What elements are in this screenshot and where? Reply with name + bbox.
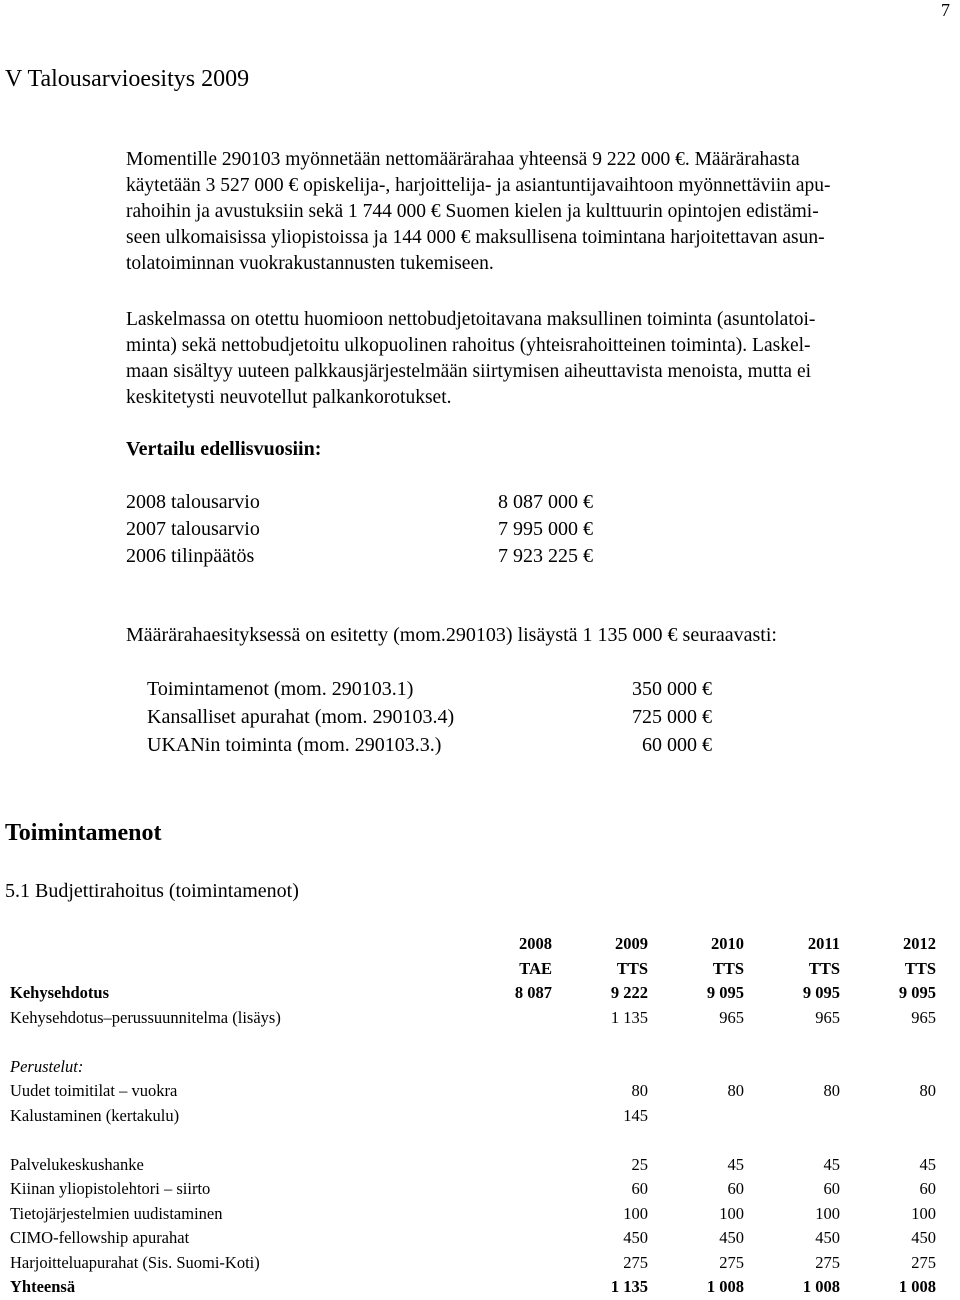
table-row-label: Perustelut:	[10, 1056, 84, 1076]
table-cell	[460, 1006, 552, 1031]
table-cell: 275	[623, 1252, 648, 1272]
paragraph-2-line: minta) sekä nettobudjetoitu ulkopuolinen rahoitus (yhteisrahoitteinen toiminta). Laskel-	[126, 335, 811, 356]
paragraph-1	[126, 147, 954, 277]
table-cell: 80	[823, 1081, 840, 1101]
table-header-cell: TTS	[904, 958, 936, 978]
budget-table	[10, 932, 936, 1300]
table-cell: 450	[911, 1228, 936, 1248]
table-row-label: Harjoitteluapurahat (Sis. Suomi-Koti)	[10, 1252, 260, 1272]
table-cell: 1 008	[898, 1277, 936, 1297]
table-cell: 965	[911, 1007, 936, 1027]
table-row	[10, 1275, 936, 1300]
table-cell: 80	[727, 1081, 744, 1101]
table-header-row	[10, 932, 936, 957]
table-cell	[460, 1251, 552, 1276]
table-header-cell: 2010	[711, 934, 744, 954]
paragraph-1-line: seen ulkomaisissa yliopistoissa ja 144 000 € maksullisena toimintana harjoitettavan asun-	[126, 227, 825, 248]
table-cell: 450	[623, 1228, 648, 1248]
table-row	[10, 981, 936, 1006]
table-cell: 1 008	[706, 1277, 744, 1297]
table-cell: 9 095	[898, 983, 936, 1003]
table-row	[10, 1251, 936, 1276]
table-header-cell: TTS	[808, 958, 840, 978]
table-row-label: Kehysehdotus–perussuunnitelma (lisäys)	[10, 1007, 281, 1027]
table-cell	[552, 1055, 648, 1080]
table-cell: 450	[815, 1228, 840, 1248]
table-cell: 8 087	[514, 983, 552, 1003]
table-cell: 100	[623, 1203, 648, 1223]
page-title: V Talousarvioesitys 2009	[5, 66, 250, 92]
table-row	[10, 1055, 936, 1080]
table-cell: 60	[631, 1179, 648, 1199]
paragraph-1-line: tolatoiminnan vuokrakustannusten tukemiseen.	[126, 253, 494, 274]
table-cell: 965	[719, 1007, 744, 1027]
allocation-label: Kansalliset apurahat (mom. 290103.4)	[147, 706, 455, 728]
allocation-label: Toimintamenot (mom. 290103.1)	[147, 678, 414, 700]
table-spacer-cell	[10, 1128, 936, 1153]
paragraph-2	[126, 307, 954, 411]
paragraph-1-line: käytetään 3 527 000 € opiskelija-, harjoittelija- ja asiantuntijavaihtoon myönnettäviin apu-	[126, 175, 831, 196]
table-cell	[460, 1104, 552, 1129]
table-row-label: Kiinan yliopistolehtori – siirto	[10, 1179, 211, 1199]
table-header-row	[10, 957, 936, 982]
table-cell	[648, 1055, 744, 1080]
table-row-label: Yhteensä	[10, 1277, 76, 1297]
table-row	[10, 1202, 936, 1227]
table-row	[10, 1153, 936, 1178]
table-header-cell: TTS	[712, 958, 744, 978]
table-row-label: CIMO-fellowship apurahat	[10, 1228, 190, 1248]
table-header-cell: 2011	[807, 934, 840, 954]
table-cell	[460, 1177, 552, 1202]
table-cell: 45	[919, 1154, 936, 1174]
table-row	[10, 1079, 936, 1104]
comparison-label: 2007 talousarvio	[126, 518, 260, 540]
table-cell	[840, 1104, 936, 1129]
table-cell: 1 135	[610, 1277, 648, 1297]
allocation-value: 350 000 €	[632, 678, 712, 700]
table-cell	[648, 1104, 744, 1129]
table-header-cell: TTS	[616, 958, 648, 978]
table-header-blank	[10, 932, 460, 957]
table-spacer-cell	[10, 1030, 936, 1055]
table-cell: 9 095	[802, 983, 840, 1003]
table-cell: 275	[719, 1252, 744, 1272]
comparison-heading: Vertailu edellisvuosiin:	[126, 438, 322, 460]
table-cell	[460, 1079, 552, 1104]
table-cell: 45	[823, 1154, 840, 1174]
table-cell: 45	[727, 1154, 744, 1174]
table-cell	[460, 1275, 552, 1300]
table-spacer-row	[10, 1128, 936, 1153]
table-cell: 275	[815, 1252, 840, 1272]
table-cell: 9 095	[706, 983, 744, 1003]
table-cell	[840, 1055, 936, 1080]
increase-intro: Määrärahaesityksessä on esitetty (mom.290103) lisäystä 1 135 000 € seuraavasti:	[126, 624, 777, 646]
paragraph-2-line: maan sisältyy uuteen palkkausjärjestelmään siirtymisen aiheuttavista menoista, mutta ei	[126, 361, 812, 382]
comparison-label: 2008 talousarvio	[126, 491, 260, 513]
table-cell: 100	[815, 1203, 840, 1223]
table-row-label: Kalustaminen (kertakulu)	[10, 1105, 180, 1125]
table-cell: 80	[631, 1081, 648, 1101]
table-header-cell: 2009	[615, 934, 648, 954]
table-cell: 450	[719, 1228, 744, 1248]
page-number: 7	[941, 0, 950, 20]
allocation-label: UKANin toiminta (mom. 290103.3.)	[147, 734, 442, 756]
table-cell: 965	[815, 1007, 840, 1027]
table-header-cell: 2008	[519, 934, 552, 954]
table-header-blank	[10, 957, 460, 982]
table-cell: 275	[911, 1252, 936, 1272]
paragraph-2-line: Laskelmassa on otettu huomioon nettobudjetoitavana maksullinen toiminta (asuntolatoi-	[126, 309, 816, 330]
table-row	[10, 1177, 936, 1202]
table-row	[10, 1006, 936, 1031]
comparison-label: 2006 tilinpäätös	[126, 545, 255, 567]
table-cell	[460, 1226, 552, 1251]
table-cell: 80	[919, 1081, 936, 1101]
table-row-label: Palvelukeskushanke	[10, 1154, 144, 1174]
table-header-cell: 2012	[903, 934, 936, 954]
table-row	[10, 1104, 936, 1129]
paragraph-2-line: keskitetysti neuvotellut palkankorotukset.	[126, 387, 452, 408]
table-row-label: Kehysehdotus	[10, 983, 110, 1003]
table-cell: 60	[823, 1179, 840, 1199]
table-spacer-row	[10, 1030, 936, 1055]
allocation-value: 725 000 €	[632, 706, 712, 728]
comparison-value: 7 923 225 €	[498, 545, 593, 567]
table-cell: 100	[911, 1203, 936, 1223]
table-cell: 145	[623, 1105, 648, 1125]
table-cell	[744, 1055, 840, 1080]
table-cell: 100	[719, 1203, 744, 1223]
comparison-value: 8 087 000 €	[498, 491, 593, 513]
table-cell: 60	[919, 1179, 936, 1199]
table-row	[10, 1226, 936, 1251]
table-cell	[460, 1153, 552, 1178]
table-cell: 60	[727, 1179, 744, 1199]
table-cell: 9 222	[610, 983, 648, 1003]
table-row-label: Tietojärjestelmien uudistaminen	[10, 1203, 223, 1223]
paragraph-1-line: Momentille 290103 myönnetään nettomäärärahaa yhteensä 9 222 000 €. Määrärahasta	[126, 149, 800, 170]
table-cell: 1 135	[610, 1007, 648, 1027]
allocation-value: 60 000 €	[642, 734, 712, 756]
table-cell	[460, 1202, 552, 1227]
comparison-value: 7 995 000 €	[498, 518, 593, 540]
table-header-cell: TAE	[519, 958, 552, 978]
table-row-label: Uudet toimitilat – vuokra	[10, 1081, 178, 1101]
table-cell	[460, 1055, 552, 1080]
paragraph-1-line: rahoihin ja avustuksiin sekä 1 744 000 € Suomen kielen ja kulttuurin opintojen edistämi-	[126, 201, 819, 222]
table-cell	[744, 1104, 840, 1129]
table-cell: 25	[631, 1154, 648, 1174]
section-title: Toimintamenot	[5, 820, 162, 846]
subsection-title: 5.1 Budjettirahoitus (toimintamenot)	[5, 880, 299, 902]
table-cell: 1 008	[802, 1277, 840, 1297]
